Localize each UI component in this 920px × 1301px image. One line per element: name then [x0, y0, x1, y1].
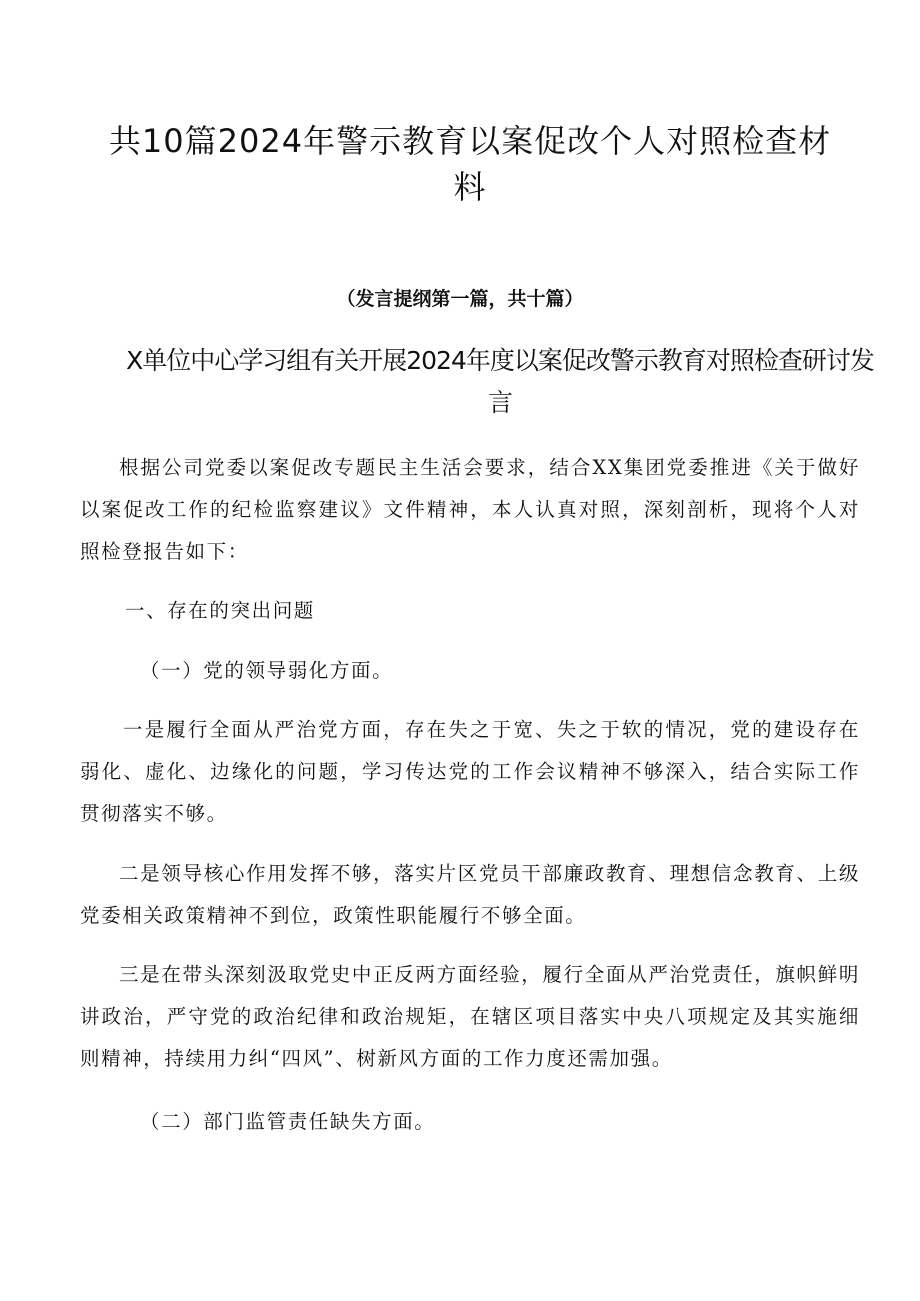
speech-heading: X单位中心学习组有关开展2024年度以案促改警示教育对照检查研讨发言 [126, 346, 874, 417]
document-title: 共10篇2024年警示教育以案促改个人对照检查材料 [108, 122, 832, 206]
subsection-1-title: （一）党的领导弱化方面。 [140, 659, 394, 682]
paragraph-1: 一是履行全面从严治党方面，存在失之于宽、失之于软的情况，党的建设存在弱化、虚化、边缘化的问题，学习传达党的工作会议精神不够深入，结合实际工作贯彻落实不够。 [80, 718, 860, 825]
intro-paragraph: 根据公司党委以案促改专题民主生活会要求，结合XX集团党委推进《关于做好以案促改工作的纪检监察建议》文件精神，本人认真对照，深刻剖析，现将个人对照检登报告如下： [80, 456, 860, 563]
subsection-2-title: （二）部门监管责任缺失方面。 [140, 1110, 436, 1133]
section-1-title: 一、存在的突出问题 [125, 599, 315, 622]
paragraph-3: 三是在带头深刻汲取党史中正反两方面经验，履行全面从严治党责任，旗帜鲜明讲政治，严守党的政治纪律和政治规矩，在辖区项目落实中央八项规定及其实施细则精神，持续用力纠“四风”、树新风方面的工作力度还需加强。 [80, 963, 860, 1070]
paragraph-2: 二是领导核心作用发挥不够，落实片区党员干部廉政教育、理想信念教育、上级党委相关政策精神不到位，政策性职能履行不够全面。 [80, 862, 860, 927]
document-subtitle: （发言提纲第一篇，共十篇） [336, 288, 584, 310]
